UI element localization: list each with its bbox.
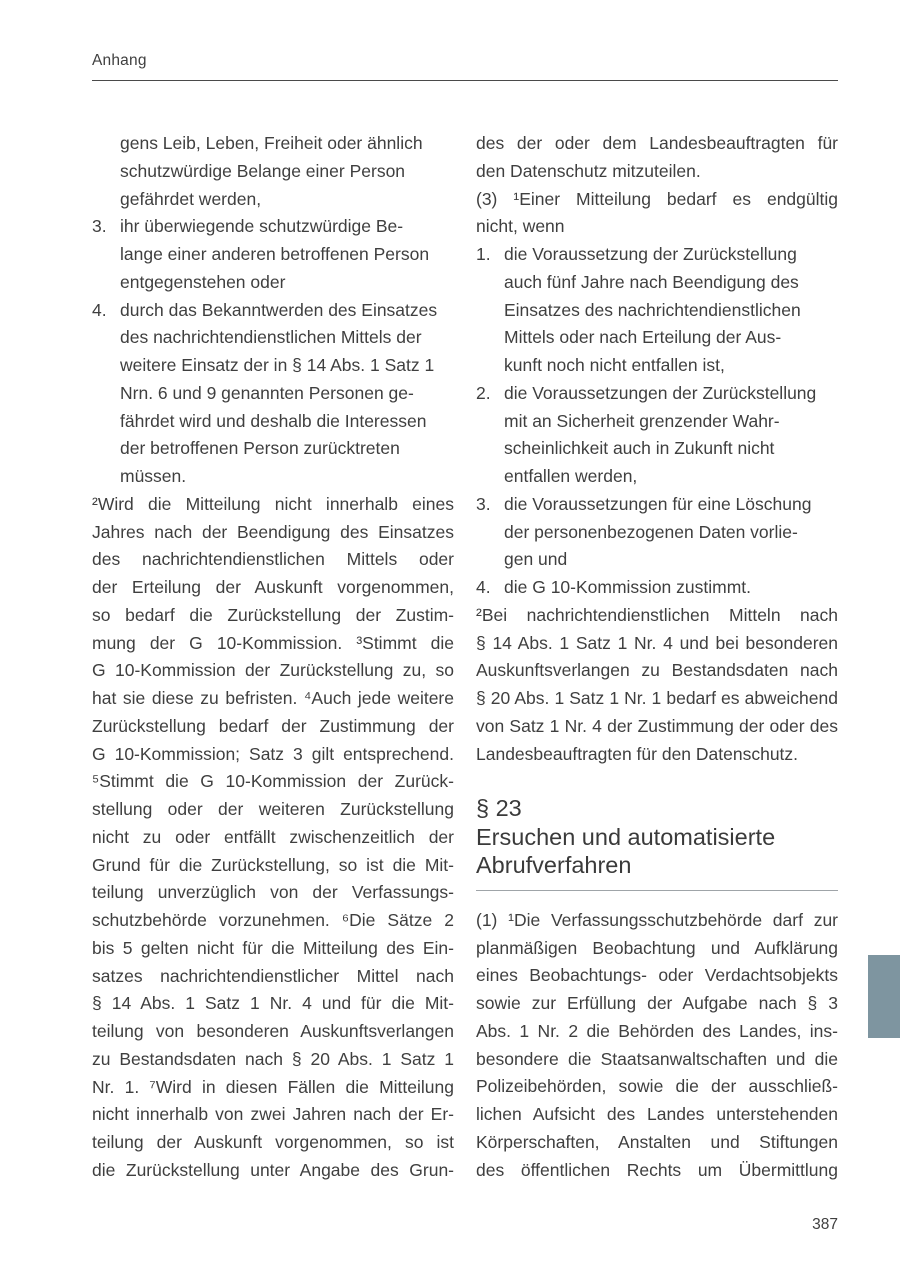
text-line: satzes nachrichtendienstlicher Mittel nach xyxy=(92,965,454,986)
text-line: ²Wird die Mitteilung nicht innerhalb eines xyxy=(92,493,454,514)
text-line: lange einer anderen betroffenen Person xyxy=(120,244,430,264)
text-line: müssen. xyxy=(120,466,187,486)
paragraph xyxy=(476,130,838,186)
list-number: 3. xyxy=(92,216,107,237)
text-line: § 14 Abs. 1 Satz 1 Nr. 4 und bei besonderen xyxy=(476,632,838,653)
text-line: nicht zu oder entfällt zwischenzeitlich der xyxy=(92,826,454,847)
text-line: der personenbezogenen Daten vorlie- xyxy=(504,521,798,542)
text-line: ⁵Stimmt die G 10-Kommission der Zurück- xyxy=(92,771,454,792)
text-line: ²Bei nachrichtendienstlichen Mitteln nach xyxy=(476,604,838,625)
text-line: Nrn. 6 und 9 genannten Personen ge- xyxy=(120,382,414,403)
text-line: so bedarf die Zurückstellung der Zustim- xyxy=(92,604,454,625)
text-line: gens Leib, Leben, Freiheit oder ähnlich xyxy=(120,133,423,153)
list-number: 4. xyxy=(476,577,491,597)
text-line: (1) ¹Die Verfassungsschutzbehörde darf zur xyxy=(476,909,838,930)
text-line: die Zurückstellung unter Angabe des Grun- xyxy=(92,1159,454,1180)
paragraph xyxy=(92,491,454,1185)
list-item xyxy=(476,491,838,574)
text-line: nicht innerhalb von zwei Jahren nach der Er- xyxy=(92,1104,454,1125)
text-line: Polizeibehörden, sowie die der ausschließ- xyxy=(476,1076,838,1097)
text-line: mit an Sicherheit grenzender Wahr- xyxy=(504,410,780,431)
list-number: 1. xyxy=(476,244,491,264)
list-item-continuation xyxy=(92,130,454,213)
right-column xyxy=(476,130,838,1185)
running-header: Anhang xyxy=(92,52,147,69)
text-line: lichen Aufsicht des Landes unterstehenden xyxy=(476,1104,838,1124)
list-item xyxy=(476,380,838,491)
text-line: entfallen werden, xyxy=(504,466,638,486)
text-line: bis 5 gelten nicht für die Mitteilung des Ein- xyxy=(92,937,454,958)
text-line: kunft noch nicht entfallen ist, xyxy=(504,355,725,375)
list-item xyxy=(92,297,454,491)
text-line: nicht, wenn xyxy=(476,216,565,237)
text-line: von Satz 1 Nr. 4 der Zustimmung der oder des xyxy=(476,715,838,736)
text-line: Abs. 1 Nr. 2 die Behörden des Landes, ins- xyxy=(476,1020,838,1041)
text-line: gefährdet werden, xyxy=(120,188,262,209)
list-item xyxy=(92,213,454,296)
text-line: Jahres nach der Beendigung des Einsatzes xyxy=(92,521,454,542)
text-line: teilung der Auskunft vorgenommen, so ist xyxy=(92,1132,454,1152)
left-column xyxy=(92,130,454,1185)
text-line: sowie zur Erfüllung der Aufgabe nach § 3 xyxy=(476,993,838,1013)
header-rule xyxy=(92,80,838,81)
text-line: Einsatzes des nachrichtendienstlichen xyxy=(504,299,801,320)
text-line: schutzbehörde vorzunehmen. ⁶Die Sätze 2 xyxy=(92,910,454,930)
text-columns xyxy=(92,130,838,1185)
text-line: entgegenstehen oder xyxy=(120,271,286,292)
text-line: Auskunftsverlangen zu Bestandsdaten nach xyxy=(476,660,838,681)
heading-line: § 23 xyxy=(476,795,522,822)
text-line: planmäßigen Beobachtung und Aufklärung xyxy=(476,937,838,958)
text-line: besondere die Staatsanwaltschaften und die xyxy=(476,1048,838,1069)
text-line: Landesbeauftragten für den Datenschutz. xyxy=(476,743,799,764)
text-line: scheinlichkeit auch in Zukunft nicht xyxy=(504,438,775,459)
text-line: des öffentlichen Rechts um Übermittlung xyxy=(476,1159,838,1180)
text-line: Mittels oder nach Erteilung der Aus- xyxy=(504,327,782,348)
text-line: mung der G 10-Kommission. ³Stimmt die xyxy=(92,632,454,653)
text-line: zu Bestandsdaten nach § 20 Abs. 1 Satz 1 xyxy=(92,1048,454,1069)
text-line: gen und xyxy=(504,549,568,570)
text-line: schutzwürdige Belange einer Person xyxy=(120,160,406,181)
text-line: die Voraussetzungen für eine Löschung xyxy=(504,493,812,514)
text-line: des nachrichtendienstlichen Mittels oder xyxy=(92,549,454,570)
text-line: teilung unverzüglich von der Verfassungs- xyxy=(92,882,454,903)
text-line: teilung von besonderen Auskunftsverlangen xyxy=(92,1021,454,1041)
paragraph xyxy=(476,907,838,1185)
list-number: 3. xyxy=(476,493,491,514)
text-line: Körperschaften, Anstalten und Stiftungen xyxy=(476,1131,838,1152)
list-item xyxy=(476,574,838,602)
text-line: fährdet wird und deshalb die Interessen xyxy=(120,410,427,431)
text-line: § 20 Abs. 1 Satz 1 Nr. 1 bedarf es abweichend xyxy=(476,688,838,708)
section-heading xyxy=(476,794,838,880)
text-line: § 14 Abs. 1 Satz 1 Nr. 4 und für die Mit- xyxy=(92,993,454,1014)
text-line: G 10-Kommission der Zurückstellung zu, so xyxy=(92,660,454,681)
text-line: hat sie diese zu befristen. ⁴Auch jede weitere xyxy=(92,688,454,708)
text-line: den Datenschutz mitzuteilen. xyxy=(476,160,701,181)
heading-line: Abrufverfahren xyxy=(476,852,632,879)
text-line: die G 10-Kommission zustimmt. xyxy=(504,577,752,597)
text-line: G 10-Kommission; Satz 3 gilt entsprechend. xyxy=(92,743,454,764)
text-line: ihr überwiegende schutzwürdige Be- xyxy=(120,216,404,237)
text-line: des nachrichtendienstlichen Mittels der xyxy=(120,327,422,348)
text-line: stellung oder der weiteren Zurückstellung xyxy=(92,799,454,819)
text-line: weitere Einsatz der in § 14 Abs. 1 Satz 1 xyxy=(120,355,435,375)
text-line: des der oder dem Landesbeauftragten für xyxy=(476,133,838,153)
page-number: 387 xyxy=(812,1216,838,1233)
heading-line: Ersuchen und automatisierte xyxy=(476,823,776,850)
text-line: auch fünf Jahre nach Beendigung des xyxy=(504,271,799,292)
heading-divider-rule xyxy=(476,890,838,891)
text-line: Grund für die Zurückstellung, so ist die Mit- xyxy=(92,854,454,875)
text-line: (3) ¹Einer Mitteilung bedarf es endgültig xyxy=(476,188,838,209)
paragraph xyxy=(476,602,838,769)
text-line: durch das Bekanntwerden des Einsatzes xyxy=(120,299,438,320)
text-line: die Voraussetzung der Zurückstellung xyxy=(504,244,797,264)
text-line: Nr. 1. ⁷Wird in diesen Fällen die Mitteilung xyxy=(92,1076,454,1097)
text-line: die Voraussetzungen der Zurückstellung xyxy=(504,382,817,403)
paragraph xyxy=(476,186,838,242)
text-line: der Erteilung der Auskunft vorgenommen, xyxy=(92,577,454,597)
list-number: 2. xyxy=(476,382,491,403)
text-line: der betroffenen Person zurücktreten xyxy=(120,438,400,459)
thumb-index-tab xyxy=(868,955,900,1038)
list-number: 4. xyxy=(92,299,107,320)
text-line: eines Beobachtungs- oder Verdachtsobjekts xyxy=(476,965,838,986)
list-item xyxy=(476,241,838,380)
text-line: Zurückstellung bedarf der Zustimmung der xyxy=(92,715,454,736)
